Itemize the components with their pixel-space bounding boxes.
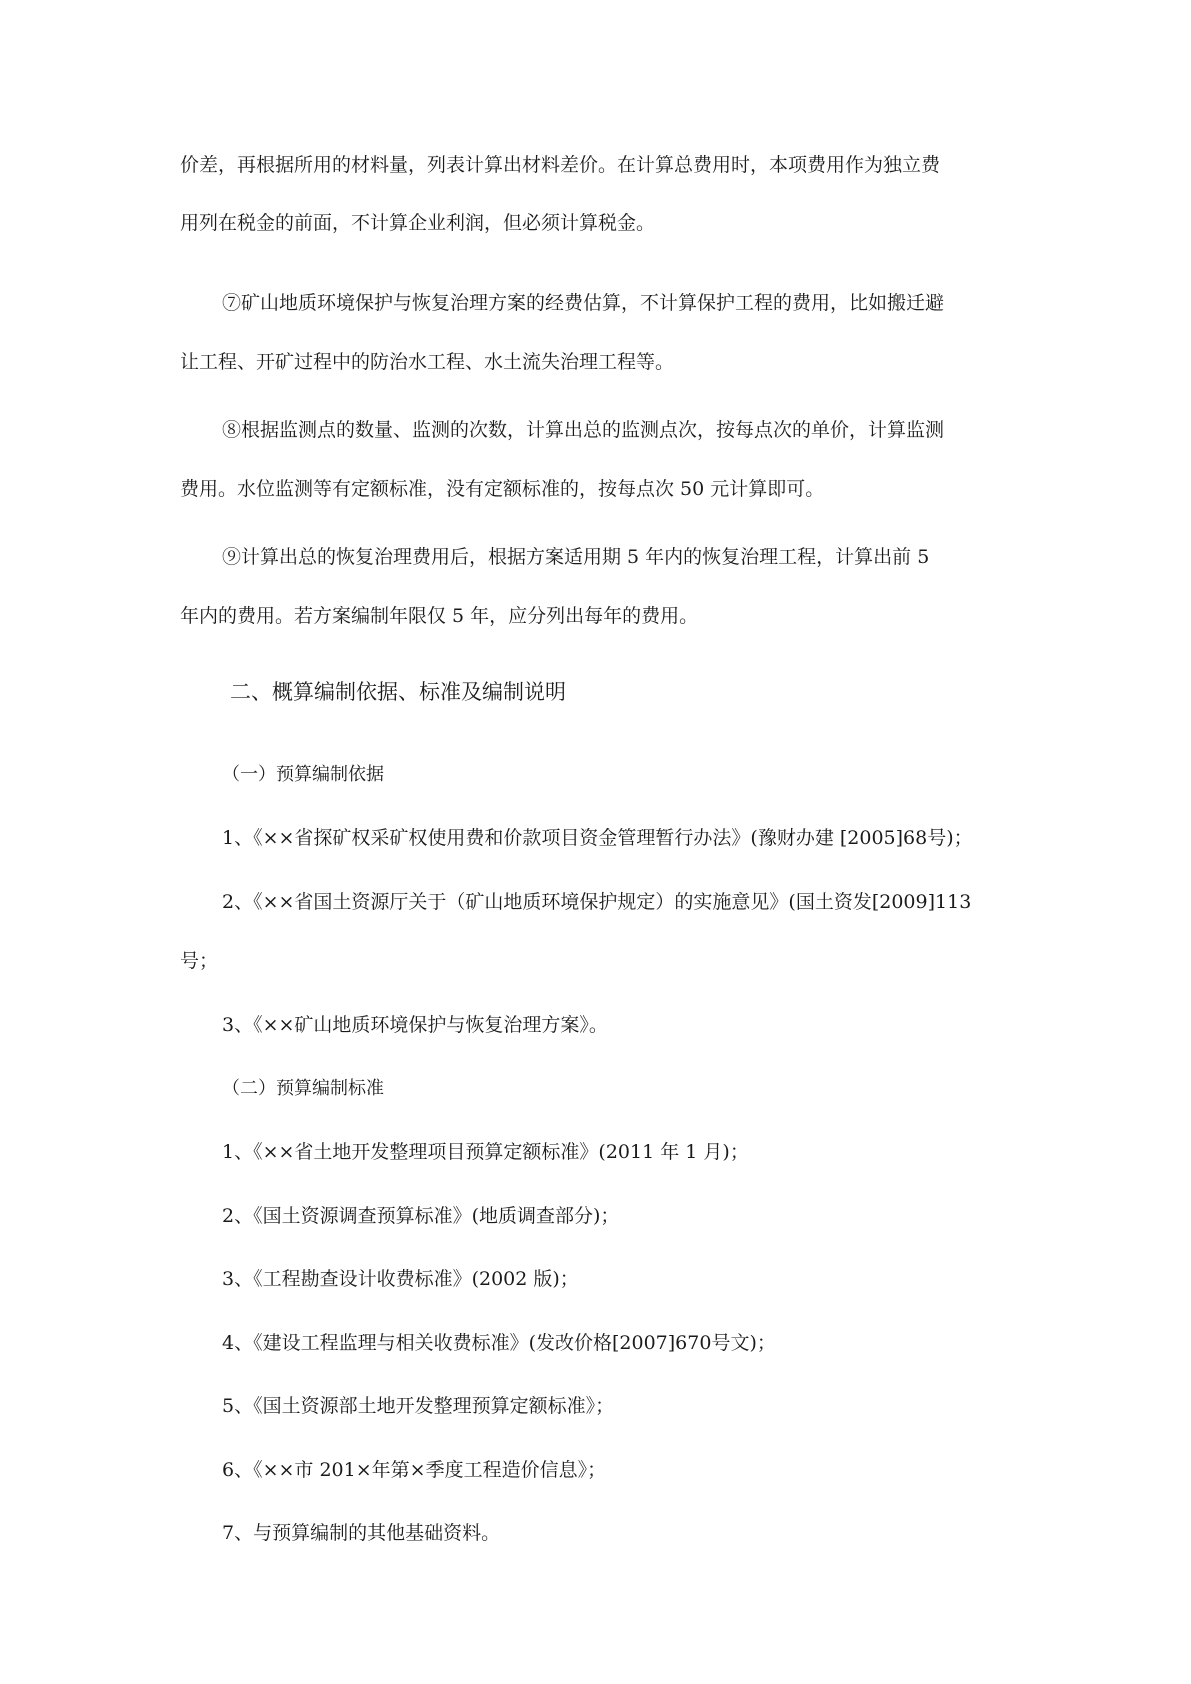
subsection-heading: （一）预算编制依据	[222, 764, 384, 785]
list-item: 4、《建设工程监理与相关收费标准》(发改价格[2007]670号文)；	[222, 1332, 776, 1354]
list-item: 3、《××矿山地质环境保护与恢复治理方案》。	[222, 1014, 608, 1036]
paragraph-line: 费用。水位监测等有定额标准，没有定额标准的，按每点次 50 元计算即可。	[180, 478, 825, 500]
section-heading: 二、概算编制依据、标准及编制说明	[230, 680, 566, 704]
list-item: 2、《××省国土资源厅关于（矿山地质环境保护规定）的实施意见》(国土资发[2009]113	[222, 891, 972, 913]
paragraph-line: ⑨计算出总的恢复治理费用后，根据方案适用期 5 年内的恢复治理工程，计算出前 5	[222, 546, 930, 568]
list-item: 1、《××省土地开发整理项目预算定额标准》(2011 年 1 月)；	[222, 1141, 749, 1163]
list-item: 6、《××市 201×年第×季度工程造价信息》；	[222, 1459, 607, 1481]
paragraph-line: 价差，再根据所用的材料量，列表计算出材料差价。在计算总费用时，本项费用作为独立费	[180, 154, 941, 176]
list-item: 1、《××省探矿权采矿权使用费和价款项目资金管理暂行办法》(豫财办建 [2005]68号)；	[222, 827, 973, 849]
paragraph-line: ⑧根据监测点的数量、监测的次数，计算出总的监测点次，按每点次的单价，计算监测	[222, 419, 945, 441]
paragraph-line: 用列在税金的前面，不计算企业利润，但必须计算税金。	[180, 212, 656, 234]
paragraph-line: 让工程、开矿过程中的防治水工程、水土流失治理工程等。	[180, 351, 675, 373]
list-item: 7、与预算编制的其他基础资料。	[222, 1522, 501, 1544]
paragraph-line: 年内的费用。若方案编制年限仅 5 年，应分列出每年的费用。	[180, 605, 699, 627]
list-item: 5、《国土资源部土地开发整理预算定额标准》；	[222, 1395, 615, 1417]
paragraph-line: ⑦矿山地质环境保护与恢复治理方案的经费估算，不计算保护工程的费用，比如搬迁避	[222, 292, 945, 314]
list-item-continuation: 号；	[180, 950, 219, 972]
list-item: 3、《工程勘查设计收费标准》(2002 版)；	[222, 1268, 579, 1290]
subsection-heading: （二）预算编制标准	[222, 1078, 384, 1099]
list-item: 2、《国土资源调查预算标准》(地质调查部分)；	[222, 1205, 620, 1227]
